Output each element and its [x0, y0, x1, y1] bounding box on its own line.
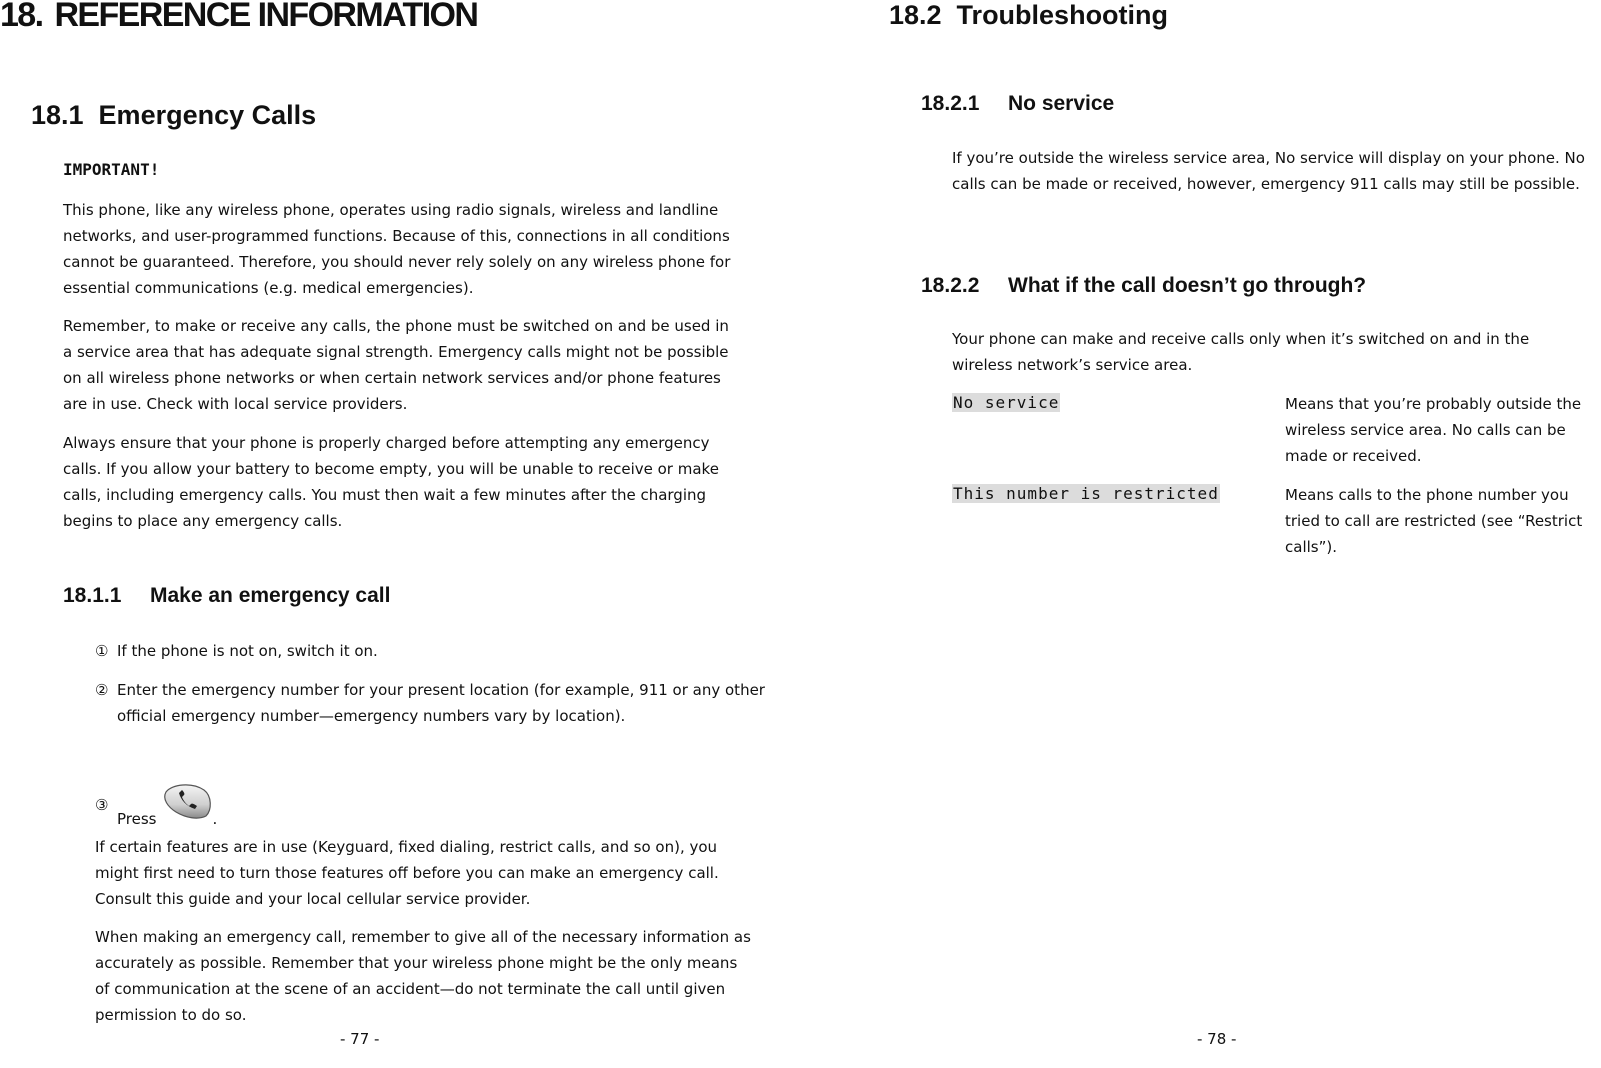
step-item: [95, 677, 767, 729]
paragraph-service-area: Remember, to make or receive any calls, the phone must be switched on and be used in a service area that has adequate signal strength. Emergency calls might not be possible on all wireless phone networks or when certain network services and/or phone features are in use. Check with local service providers.: [63, 317, 729, 413]
step-marker: ①: [95, 642, 109, 660]
subsection-heading-make-emergency-call: [63, 584, 390, 608]
paragraph-give-information: When making an emergency call, remember to give all of the necessary information as accurately as possible. Remember that your wireless phone might be the only means of communication at the scene of an accident—do not terminate the call until given permission to do so.: [95, 928, 751, 1024]
message-meaning: Means calls to the phone number you tried to call are restricted (see “Restrict calls”).: [1285, 486, 1583, 556]
paragraph-no-service: If you’re outside the wireless service area, No service will display on your phone. No calls can be made or received, however, emergency 911 calls may still be possible.: [952, 149, 1585, 193]
step-suffix: .: [212, 810, 218, 828]
subsection-title: No service: [1008, 92, 1115, 115]
subsection-number: 18.2.1: [921, 92, 980, 115]
call-send-key-icon: [162, 782, 212, 820]
paragraph-features-in-use: If certain features are in use (Keyguard, fixed dialing, restrict calls, and so on), you might first need to turn those features off before you can make an emergency call. Consult this guide and your local cellular service provider.: [95, 838, 719, 908]
paragraph-call-intro: Your phone can make and receive calls only when it’s switched on and in the wireless network’s service area.: [952, 330, 1530, 374]
section-heading-troubleshooting: 18.2 Troubleshooting: [889, 0, 1169, 30]
subsection-title: Make an emergency call: [150, 584, 391, 607]
paragraph-battery-charge: Always ensure that your phone is properly charged before attempting any emergency calls. If you allow your battery to become empty, you will be unable to receive or make calls, including emergency calls. You must then wait a few minutes after the charging begins to place any emergency calls.: [63, 434, 719, 530]
subsection-title: What if the call doesn’t go through?: [1008, 274, 1367, 297]
important-label: IMPORTANT!: [63, 160, 160, 179]
step-item: [95, 638, 767, 664]
step-item: [95, 792, 767, 832]
screen-message: This number is restricted: [953, 484, 1219, 503]
step-marker: ②: [95, 681, 109, 699]
screen-message: No service: [953, 393, 1060, 412]
step-text: Enter the emergency number for your present location (for example, 911 or any other official emergency number—emergency numbers vary by location).: [117, 681, 765, 725]
paragraph-wireless-reliability: This phone, like any wireless phone, operates using radio signals, wireless and landline networks, and user-programmed functions. Because of this, connections in all conditions cannot be guaranteed. Therefore, you should never rely solely on any wireless phone for essential communications (e.g. medical emergencies).: [63, 201, 731, 297]
page-number-right: - 78 -: [1197, 1030, 1237, 1048]
subsection-heading-no-service: [921, 92, 1114, 116]
step-text: If the phone is not on, switch it on.: [117, 642, 378, 660]
chapter-heading: REFERENCE INFORMATION: [54, 0, 478, 34]
chapter-number: 18.: [0, 0, 43, 34]
step-marker: ③: [95, 796, 109, 814]
message-meaning: Means that you’re probably outside the wireless service area. No calls can be made or received.: [1285, 395, 1582, 465]
section-heading-emergency-calls: 18.1 Emergency Calls: [31, 100, 317, 130]
page-number-left: - 77 -: [340, 1030, 380, 1048]
subsection-number: 18.2.2: [921, 274, 980, 297]
subsection-heading-call-not-through: [921, 274, 1366, 298]
chapter-title: [0, 0, 477, 35]
subsection-number: 18.1.1: [63, 584, 122, 607]
step-text: Press: [117, 810, 157, 828]
